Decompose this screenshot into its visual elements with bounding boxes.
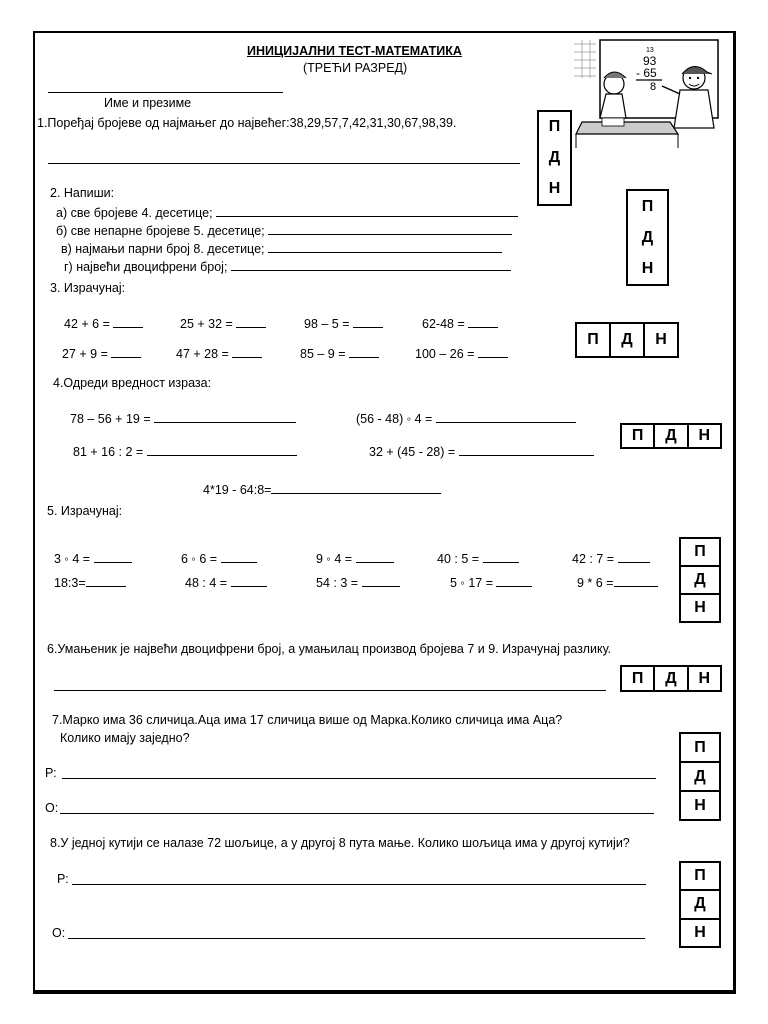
score-p[interactable]: П	[694, 543, 706, 560]
q7-text-2: Колико имају заједно?	[60, 731, 190, 745]
q3-item	[64, 316, 143, 331]
q3-expr: 27 + 9 =	[62, 347, 112, 361]
q2-g-text: г) највећи двоцифрени број;	[64, 260, 228, 274]
q4-blank[interactable]	[459, 444, 594, 456]
q5-item	[185, 575, 267, 590]
name-label: Име и презиме	[104, 96, 192, 110]
q3-item	[422, 316, 498, 331]
q3-score-box	[575, 322, 679, 358]
q4-expr-4	[369, 444, 594, 459]
q3-item	[62, 346, 141, 361]
q2-score-box	[626, 189, 669, 286]
q5-blank[interactable]	[362, 575, 400, 587]
q2-v-text: в) најмањи парни број 8. десетице;	[61, 242, 265, 256]
q2-heading: 2. Напиши:	[50, 186, 115, 200]
q4-expr-text: 4*19 - 64:8=	[203, 483, 272, 497]
q2-b	[56, 223, 512, 238]
q5-blank[interactable]	[221, 551, 257, 563]
q4-expr-text: (56 - 48) ◦ 4 =	[356, 412, 436, 426]
q5-expr: 18:3=	[54, 576, 86, 590]
name-line[interactable]	[48, 92, 283, 93]
q6-text: 6.Умањеник је највећи двоцифрени број, а умањилац производ бројева 7 и 9. Израчунај разлику.	[47, 642, 612, 656]
q3-expr: 42 + 6 =	[64, 317, 114, 331]
score-p[interactable]: П	[694, 867, 706, 885]
q7-r-line[interactable]	[62, 778, 656, 779]
q3-expr: 85 – 9 =	[300, 347, 349, 361]
score-p[interactable]: П	[587, 331, 599, 348]
q5-blank[interactable]	[618, 551, 650, 563]
q3-blank[interactable]	[111, 346, 141, 358]
q5-item	[54, 551, 132, 566]
q5-expr: 3 ◦ 4 =	[54, 552, 94, 566]
q7-r-label: Р:	[45, 766, 57, 780]
q5-expr: 9 ◦ 4 =	[316, 552, 356, 566]
q3-blank[interactable]	[113, 316, 143, 328]
q5-item	[181, 551, 257, 566]
q5-heading: 5. Израчунај:	[47, 504, 123, 518]
page-subtitle: (ТРЕЋИ РАЗРЕД)	[303, 61, 408, 75]
q3-expr: 98 – 5 =	[304, 317, 353, 331]
q5-expr: 54 : 3 =	[316, 576, 362, 590]
score-p[interactable]: П	[631, 669, 644, 687]
q5-item	[450, 575, 532, 590]
q4-expr-5	[203, 482, 441, 497]
score-n[interactable]: Н	[681, 918, 719, 946]
q1-score-box	[537, 110, 572, 206]
q1-text: 1.Поређај бројеве од најмањег до највећег:38,29,57,7,42,31,30,67,98,39.	[37, 116, 457, 130]
q2-v-line[interactable]	[268, 241, 502, 253]
q2-g	[64, 259, 511, 274]
q3-item	[304, 316, 383, 331]
score-d[interactable]: Д	[548, 149, 561, 166]
score-p[interactable]: П	[694, 738, 706, 756]
q3-expr: 47 + 28 =	[176, 347, 233, 361]
q7-text-1: 7.Марко има 36 сличица.Аца има 17 сличица више од Марка.Колико сличица има Аца?	[52, 713, 563, 727]
q8-r-line[interactable]	[72, 884, 646, 885]
q6-answer-line[interactable]	[54, 690, 606, 691]
q5-blank[interactable]	[356, 551, 394, 563]
score-n[interactable]: Н	[548, 179, 561, 197]
q4-expr-2	[356, 411, 576, 426]
q5-blank[interactable]	[94, 551, 132, 563]
q3-expr: 100 – 26 =	[415, 347, 478, 361]
q4-blank[interactable]	[271, 482, 441, 494]
board-number-2: - 65	[636, 66, 657, 80]
score-n[interactable]: Н	[681, 790, 719, 819]
q3-blank[interactable]	[478, 346, 508, 358]
q3-expr: 25 + 32 =	[180, 317, 237, 331]
q3-expr: 62-48 =	[422, 317, 469, 331]
score-n[interactable]: Н	[687, 667, 720, 690]
q5-blank[interactable]	[496, 575, 532, 587]
q5-blank[interactable]	[86, 575, 126, 587]
q5-blank[interactable]	[483, 551, 519, 563]
score-n[interactable]: Н	[643, 324, 677, 356]
q3-item	[415, 346, 508, 361]
q3-item	[176, 346, 262, 361]
q5-expr: 40 : 5 =	[437, 552, 483, 566]
page-title: ИНИЦИЈАЛНИ ТЕСТ-МАТЕМАТИКА	[247, 44, 462, 58]
q3-blank[interactable]	[232, 346, 262, 358]
q4-expr-text: 32 + (45 - 28) =	[369, 445, 459, 459]
q3-blank[interactable]	[349, 346, 379, 358]
board-number-top: 13	[646, 47, 654, 54]
score-d[interactable]: Д	[681, 889, 719, 917]
q5-item	[572, 551, 650, 566]
score-n[interactable]: Н	[641, 259, 654, 277]
q4-heading: 4.Одреди вредност израза:	[53, 376, 212, 390]
q5-item	[54, 575, 126, 590]
q4-expr-text: 81 + 16 : 2 =	[73, 445, 147, 459]
q5-blank[interactable]	[231, 575, 267, 587]
q8-r-label: Р:	[57, 872, 69, 886]
q4-expr-text: 78 – 56 + 19 =	[70, 412, 155, 426]
q5-item	[316, 575, 400, 590]
score-d[interactable]: Д	[609, 324, 643, 356]
q4-blank[interactable]	[436, 411, 576, 423]
q3-item	[180, 316, 266, 331]
q7-o-line[interactable]	[60, 813, 654, 814]
q5-item	[316, 551, 394, 566]
q4-score-box	[620, 423, 722, 449]
q2-v	[61, 241, 502, 256]
q8-o-line[interactable]	[68, 938, 645, 939]
q5-blank[interactable]	[614, 575, 658, 587]
classroom-illustration	[574, 38, 726, 150]
score-p[interactable]: П	[548, 118, 561, 136]
q6-score-box	[620, 665, 722, 692]
score-d[interactable]: Д	[653, 425, 686, 447]
board-number-3: 8	[650, 81, 657, 93]
q2-a	[56, 205, 518, 220]
q7-o-label: О:	[45, 801, 59, 815]
q5-expr: 42 : 7 =	[572, 552, 618, 566]
q5-item	[577, 575, 658, 590]
q8-score-box	[679, 861, 721, 948]
q7-score-box	[679, 732, 721, 821]
q1-answer-line[interactable]	[48, 163, 520, 164]
q4-expr-3	[73, 444, 297, 459]
score-n[interactable]: Н	[681, 593, 719, 621]
score-d[interactable]: Д	[681, 761, 719, 790]
q2-a-text: а) све бројеве 4. десетице;	[56, 206, 213, 220]
q4-blank[interactable]	[147, 444, 297, 456]
q4-blank[interactable]	[154, 411, 296, 423]
q3-blank[interactable]	[353, 316, 383, 328]
q5-score-box	[679, 537, 721, 623]
q5-expr: 9 * 6 =	[577, 576, 614, 590]
q5-expr: 5 ◦ 17 =	[450, 576, 497, 590]
score-n[interactable]: Н	[687, 425, 720, 447]
q4-expr-1	[70, 411, 296, 426]
score-d[interactable]: Д	[653, 667, 686, 690]
q3-blank[interactable]	[468, 316, 498, 328]
score-p[interactable]: П	[641, 197, 654, 215]
score-p[interactable]: П	[631, 427, 644, 444]
q5-item	[437, 551, 519, 566]
score-d[interactable]: Д	[681, 565, 719, 593]
q2-b-text: б) све непарне бројеве 5. десетице;	[56, 224, 265, 238]
q3-item	[300, 346, 379, 361]
q3-heading: 3. Израчунај:	[50, 281, 126, 295]
board-number-1: 93	[643, 54, 657, 68]
score-d[interactable]: Д	[641, 228, 654, 246]
q3-blank[interactable]	[236, 316, 266, 328]
q5-expr: 6 ◦ 6 =	[181, 552, 221, 566]
q2-b-line[interactable]	[268, 223, 512, 235]
q8-o-label: О:	[52, 926, 66, 940]
q8-text: 8.У једној кутији се налазе 72 шољице, а у другој 8 пута мање. Колико шољица има у другој кутији?	[50, 836, 630, 850]
q2-a-line[interactable]	[216, 205, 518, 217]
q2-g-line[interactable]	[231, 259, 511, 271]
q5-expr: 48 : 4 =	[185, 576, 231, 590]
